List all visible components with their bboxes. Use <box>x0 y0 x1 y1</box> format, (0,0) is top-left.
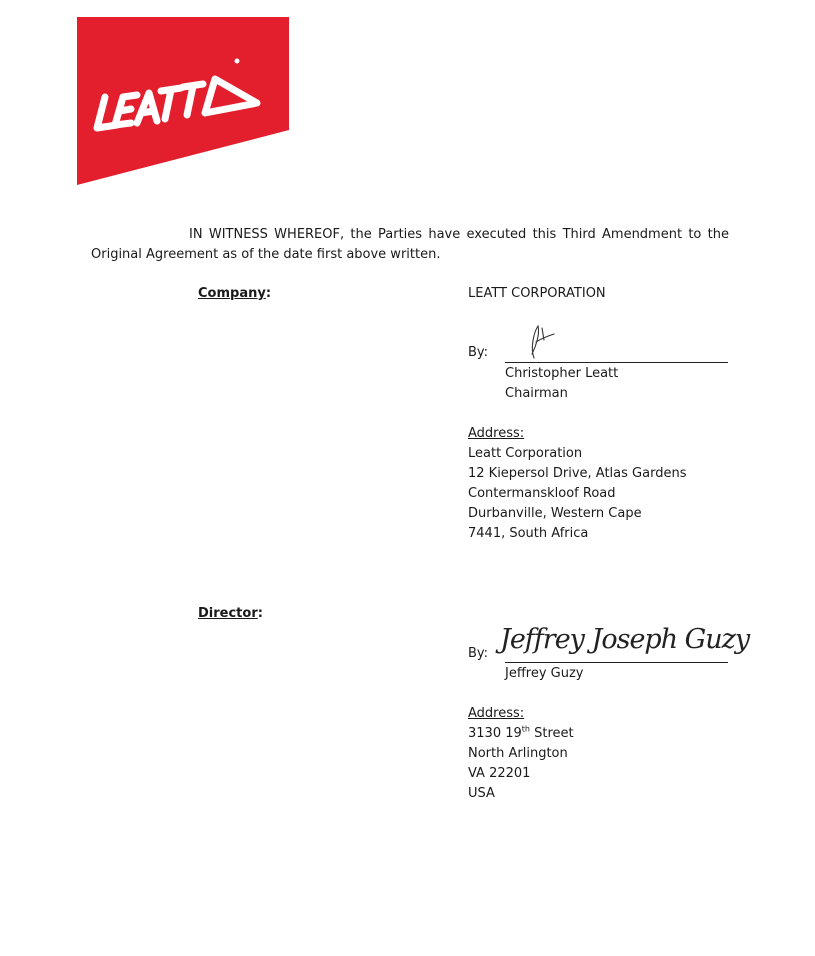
company-signature-line <box>505 362 728 363</box>
director-address-street: 3130 19th Street <box>468 724 574 741</box>
director-address-line: North Arlington <box>468 746 568 761</box>
witness-paragraph <box>91 225 729 265</box>
company-signer-title: Chairman <box>505 386 568 401</box>
registered-mark <box>235 59 240 64</box>
witness-text: IN WITNESS WHEREOF, the Parties have executed this Third Amendment to the Original Agreement as of the date first above written. <box>91 227 729 262</box>
company-address-label: Address: <box>468 426 525 441</box>
director-signature: Jeffrey Joseph Guzy <box>500 624 750 655</box>
director-address-label: Address: <box>468 706 525 721</box>
company-address-line: 12 Kiepersol Drive, Atlas Gardens <box>468 466 687 481</box>
company-signature <box>520 320 560 362</box>
company-logo <box>77 17 289 185</box>
company-by-label: By: <box>468 345 489 360</box>
director-signer-name: Jeffrey Guzy <box>505 666 584 681</box>
company-entity-name: LEATT CORPORATION <box>468 286 606 301</box>
company-address-line: Durbanville, Western Cape <box>468 506 642 521</box>
director-by-label: By: <box>468 646 489 661</box>
company-label: Company: <box>198 286 272 301</box>
director-signature-line <box>505 662 728 663</box>
director-address-line: VA 22201 <box>468 766 531 781</box>
company-signer-name: Christopher Leatt <box>505 366 619 381</box>
director-label: Director: <box>198 606 263 621</box>
director-address-line: USA <box>468 786 495 801</box>
company-address-line: Leatt Corporation <box>468 446 583 461</box>
company-address-line: Contermanskloof Road <box>468 486 616 501</box>
company-address-line: 7441, South Africa <box>468 526 589 541</box>
